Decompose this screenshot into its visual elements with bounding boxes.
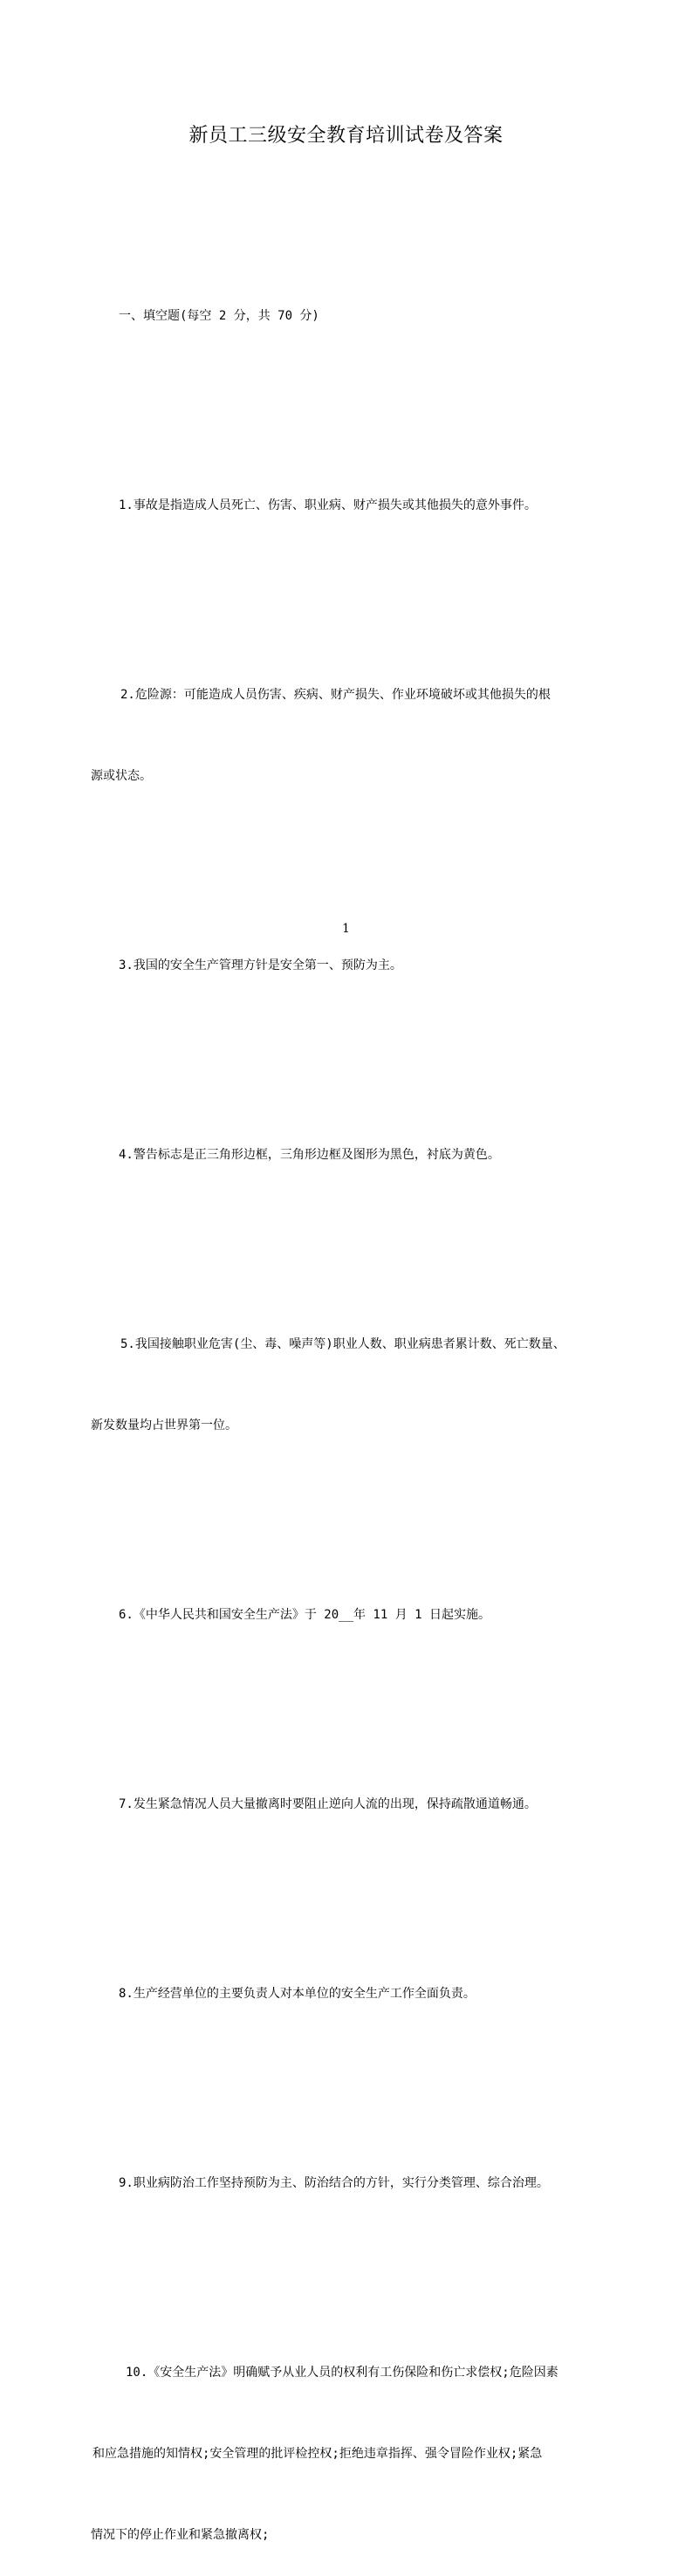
item-1-line-1: 1.事故是指造成人员死亡、伤害、职业病、财产损失或其他损失的意外事件。	[119, 498, 537, 512]
document-body	[91, 249, 621, 2576]
item-8-line-1: 8.生产经营单位的主要负责人对本单位的安全生产工作全面负责。	[119, 1987, 476, 2001]
item-3-line-1: 3.我国的安全生产管理方针是安全第一、预防为主。	[119, 958, 402, 972]
document-title: 新员工三级安全教育培训试卷及答案	[188, 125, 504, 147]
page-number: 1	[342, 922, 350, 936]
item-10-line-2: 和应急措施的知情权;安全管理的批评检控权;拒绝违章指挥、强令冒险作业权;紧急	[92, 2447, 543, 2461]
item-9-line-1: 9.职业病防治工作坚持预防为主、防治结合的方针，实行分类管理、综合治理。	[119, 2176, 549, 2190]
item-2-line-2: 源或状态。	[91, 769, 152, 783]
item-2-line-1: 2.危险源：可能造成人员伤害、疾病、财产损失、作业环境破坏或其他损失的根	[120, 688, 551, 702]
item-5-line-1: 5.我国接触职业危害(尘、毒、噪声等)职业人数、职业病患者累计数、死亡数量、	[120, 1337, 565, 1351]
item-5-line-2: 新发数量均占世界第一位。	[91, 1419, 237, 1432]
item-4-line-1: 4.警告标志是正三角形边框，三角形边框及图形为黑色，衬底为黄色。	[119, 1148, 500, 1162]
item-6-line-1: 6.《中华人民共和国安全生产法》于 20__年 11 月 1 日起实施。	[119, 1608, 491, 1622]
item-10-line-3: 情况下的停止作业和紧急撤离权;	[91, 2528, 270, 2542]
item-7-line-1: 7.发生紧急情况人员大量撤离时要阻止逆向人流的出现，保持疏散通道畅通。	[119, 1797, 537, 1811]
item-10-line-1: 10.《安全生产法》明确赋予从业人员的权利有工伤保险和伤亡求偿权;危险因素	[126, 2366, 558, 2380]
section-heading: 一、填空题(每空 2 分，共 70 分)	[119, 309, 319, 323]
